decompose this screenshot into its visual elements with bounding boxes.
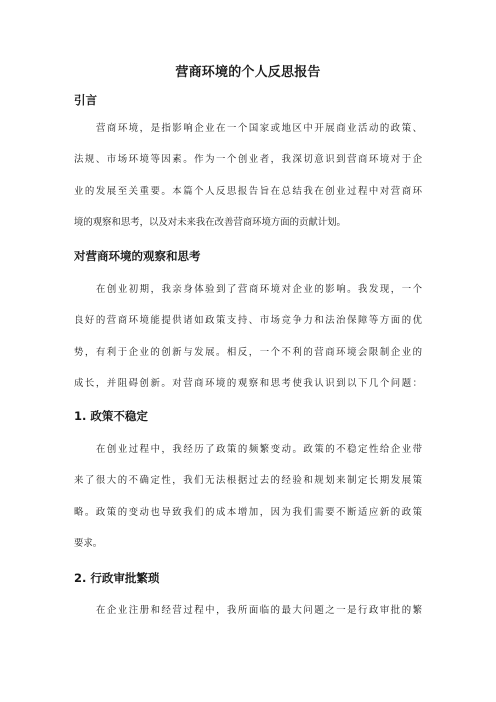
paragraph-line: 势，有利于企业的创新与发展。相反，一个不利的营商环境会限制企业的 [74, 347, 422, 358]
paragraph-line: 营商环境，是指影响企业在一个国家或地区中开展商业活动的政策、 [96, 123, 422, 134]
page-title: 营商环境的个人反思报告 [175, 65, 321, 80]
paragraph-line: 良好的营商环境能提供诸如政策支持、市场竞争力和法治保障等方面的优 [74, 315, 422, 326]
paragraph-line: 业的发展至关重要。本篇个人反思报告旨在总结我在创业过程中对营商环 [74, 186, 422, 197]
subsection-heading-policy: 1. 政策不稳定 [74, 409, 148, 423]
paragraph-line: 成长，并阻碍创新。对营商环境的观察和思考使我认识到以下几个问题： [74, 378, 422, 389]
paragraph-line: 在创业过程中，我经历了政策的频繁变动。政策的不稳定性给企业带 [96, 444, 422, 455]
section-heading-observations: 对营商环境的观察和思考 [74, 249, 201, 263]
subsection-heading-approval: 2. 行政审批繁琐 [74, 571, 160, 585]
paragraph-line: 要求。 [74, 538, 103, 549]
paragraph-line: 境的观察和思考，以及对未来我在改善营商环境方面的贡献计划。 [74, 217, 346, 228]
paragraph-line: 在企业注册和经营过程中，我所面临的最大问题之一是行政审批的繁 [96, 605, 422, 616]
paragraph-line: 来了很大的不确定性，我们无法根据过去的经验和规划来制定长期发展策 [74, 475, 422, 486]
paragraph-line: 法规、市场环境等因素。作为一个创业者，我深切意识到营商环境对于企 [74, 154, 422, 165]
paragraph-line: 在创业初期，我亲身体验到了营商环境对企业的影响。我发现，一个 [96, 284, 422, 295]
paragraph-line: 略。政策的变动也导致我们的成本增加，因为我们需要不断适应新的政策 [74, 507, 422, 518]
section-heading-intro: 引言 [74, 93, 97, 107]
